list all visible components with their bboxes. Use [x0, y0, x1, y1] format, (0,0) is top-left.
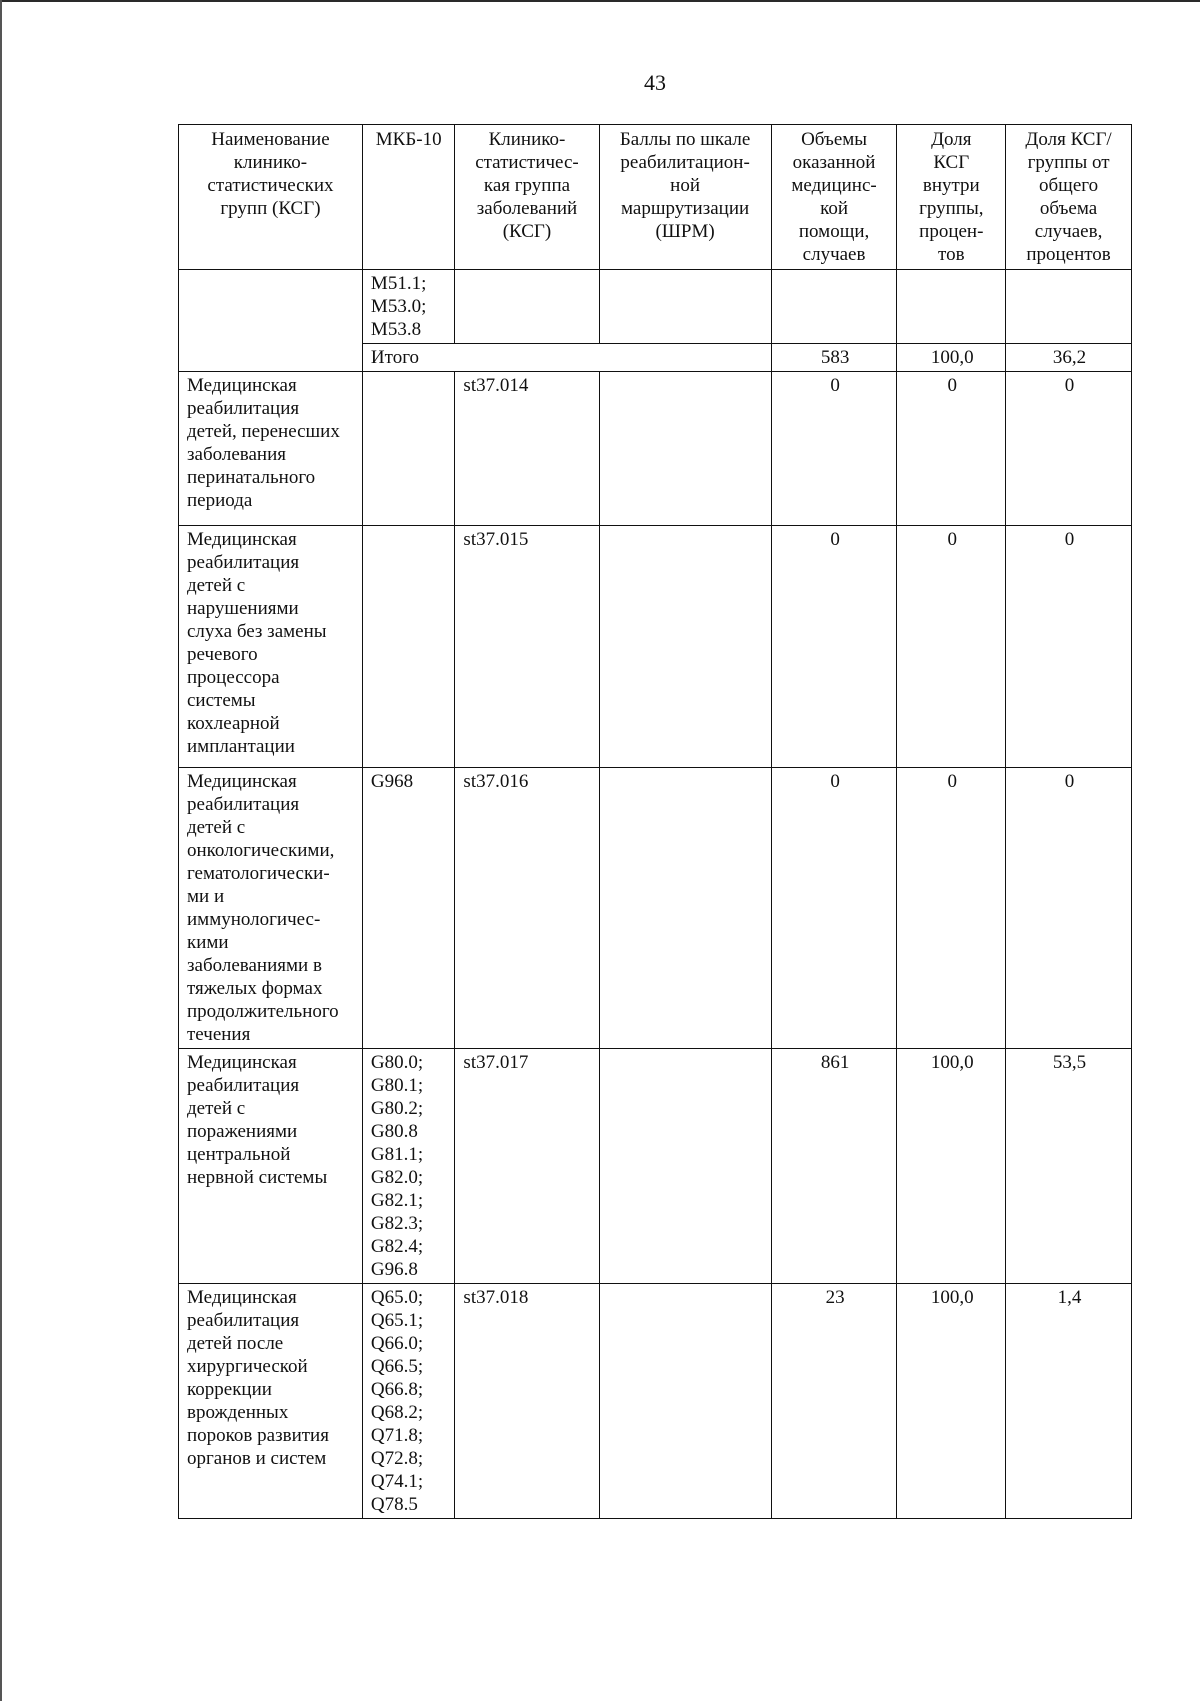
page-number: 43	[644, 70, 666, 95]
row-mkb	[362, 526, 455, 768]
continuation-share-total-cell	[1006, 270, 1132, 344]
row-mkb: Q65.0; Q65.1; Q66.0; Q66.5; Q66.8; Q68.2; Q71.8; Q72.8; Q74.1; Q78.5	[362, 1284, 455, 1519]
row-name: Медицинская реабилитация детей с поражениями центральной нервной системы	[179, 1049, 363, 1284]
row-ksg: st37.015	[455, 526, 599, 768]
row-share-total: 0	[1006, 526, 1132, 768]
row-volume: 861	[771, 1049, 897, 1284]
row-shrm	[599, 1049, 771, 1284]
row-share-in-group: 0	[897, 372, 1006, 526]
row-volume: 0	[771, 372, 897, 526]
row-volume: 0	[771, 526, 897, 768]
scan-edge-left	[0, 0, 2, 1701]
row-ksg: st37.014	[455, 372, 599, 526]
header-share-total: Доля КСГ/ группы от общего объема случаев, процентов	[1006, 125, 1132, 270]
row-mkb: G80.0; G80.1; G80.2; G80.8 G81.1; G82.0; G82.1; G82.3; G82.4; G96.8	[362, 1049, 455, 1284]
row-shrm	[599, 372, 771, 526]
row-share-total: 0	[1006, 372, 1132, 526]
continuation-ksg-cell	[455, 270, 599, 344]
row-share-total: 1,4	[1006, 1284, 1132, 1519]
row-name: Медицинская реабилитация детей с онкологическими, гематологически- ми и иммунологичес- кими заболеваниями в тяжелых формах продолжительного течения	[179, 768, 363, 1049]
row-mkb	[362, 372, 455, 526]
table-row	[179, 526, 1132, 768]
continuation-volume-cell	[771, 270, 897, 344]
total-share-in-group: 100,0	[897, 344, 1006, 372]
total-volume: 583	[771, 344, 897, 372]
continuation-shrm-cell	[599, 270, 771, 344]
row-volume: 23	[771, 1284, 897, 1519]
header-shrm: Баллы по шкале реабилитацион- ной маршрутизации (ШРМ)	[599, 125, 771, 270]
table-row	[179, 372, 1132, 526]
row-ksg: st37.018	[455, 1284, 599, 1519]
continuation-mkb: M51.1; M53.0; M53.8	[362, 270, 455, 344]
table-row	[179, 1049, 1132, 1284]
header-share-in-group: Доля КСГ внутри группы, процен- тов	[897, 125, 1006, 270]
row-mkb: G968	[362, 768, 455, 1049]
total-label: Итого	[362, 344, 771, 372]
row-name: Медицинская реабилитация детей с нарушениями слуха без замены речевого процессора системы кохлеарной имплантации	[179, 526, 363, 768]
row-share-in-group: 100,0	[897, 1284, 1006, 1519]
continuation-row	[179, 270, 1132, 344]
header-name: Наименование клинико- статистических групп (КСГ)	[179, 125, 363, 270]
continuation-share-in-group-cell	[897, 270, 1006, 344]
row-shrm	[599, 768, 771, 1049]
row-ksg: st37.016	[455, 768, 599, 1049]
row-shrm	[599, 526, 771, 768]
row-shrm	[599, 1284, 771, 1519]
row-name: Медицинская реабилитация детей после хирургической коррекции врожденных пороков развития органов и систем	[179, 1284, 363, 1519]
table-row	[179, 768, 1132, 1049]
row-share-in-group: 0	[897, 526, 1006, 768]
header-volume: Объемы оказанной медицинс- кой помощи, случаев	[771, 125, 897, 270]
row-name: Медицинская реабилитация детей, перенесших заболевания перинатального периода	[179, 372, 363, 526]
total-share-total: 36,2	[1006, 344, 1132, 372]
row-volume: 0	[771, 768, 897, 1049]
row-share-in-group: 100,0	[897, 1049, 1006, 1284]
row-share-total: 53,5	[1006, 1049, 1132, 1284]
row-ksg: st37.017	[455, 1049, 599, 1284]
table-row	[179, 1284, 1132, 1519]
header-mkb: МКБ-10	[362, 125, 455, 270]
row-share-in-group: 0	[897, 768, 1006, 1049]
continuation-name-cell	[179, 270, 363, 372]
table-header-row	[179, 125, 1132, 270]
header-ksg: Клинико- статистичес- кая группа заболеваний (КСГ)	[455, 125, 599, 270]
ksg-table	[178, 124, 1132, 1519]
row-share-total: 0	[1006, 768, 1132, 1049]
scan-edge-top	[0, 0, 1200, 2]
